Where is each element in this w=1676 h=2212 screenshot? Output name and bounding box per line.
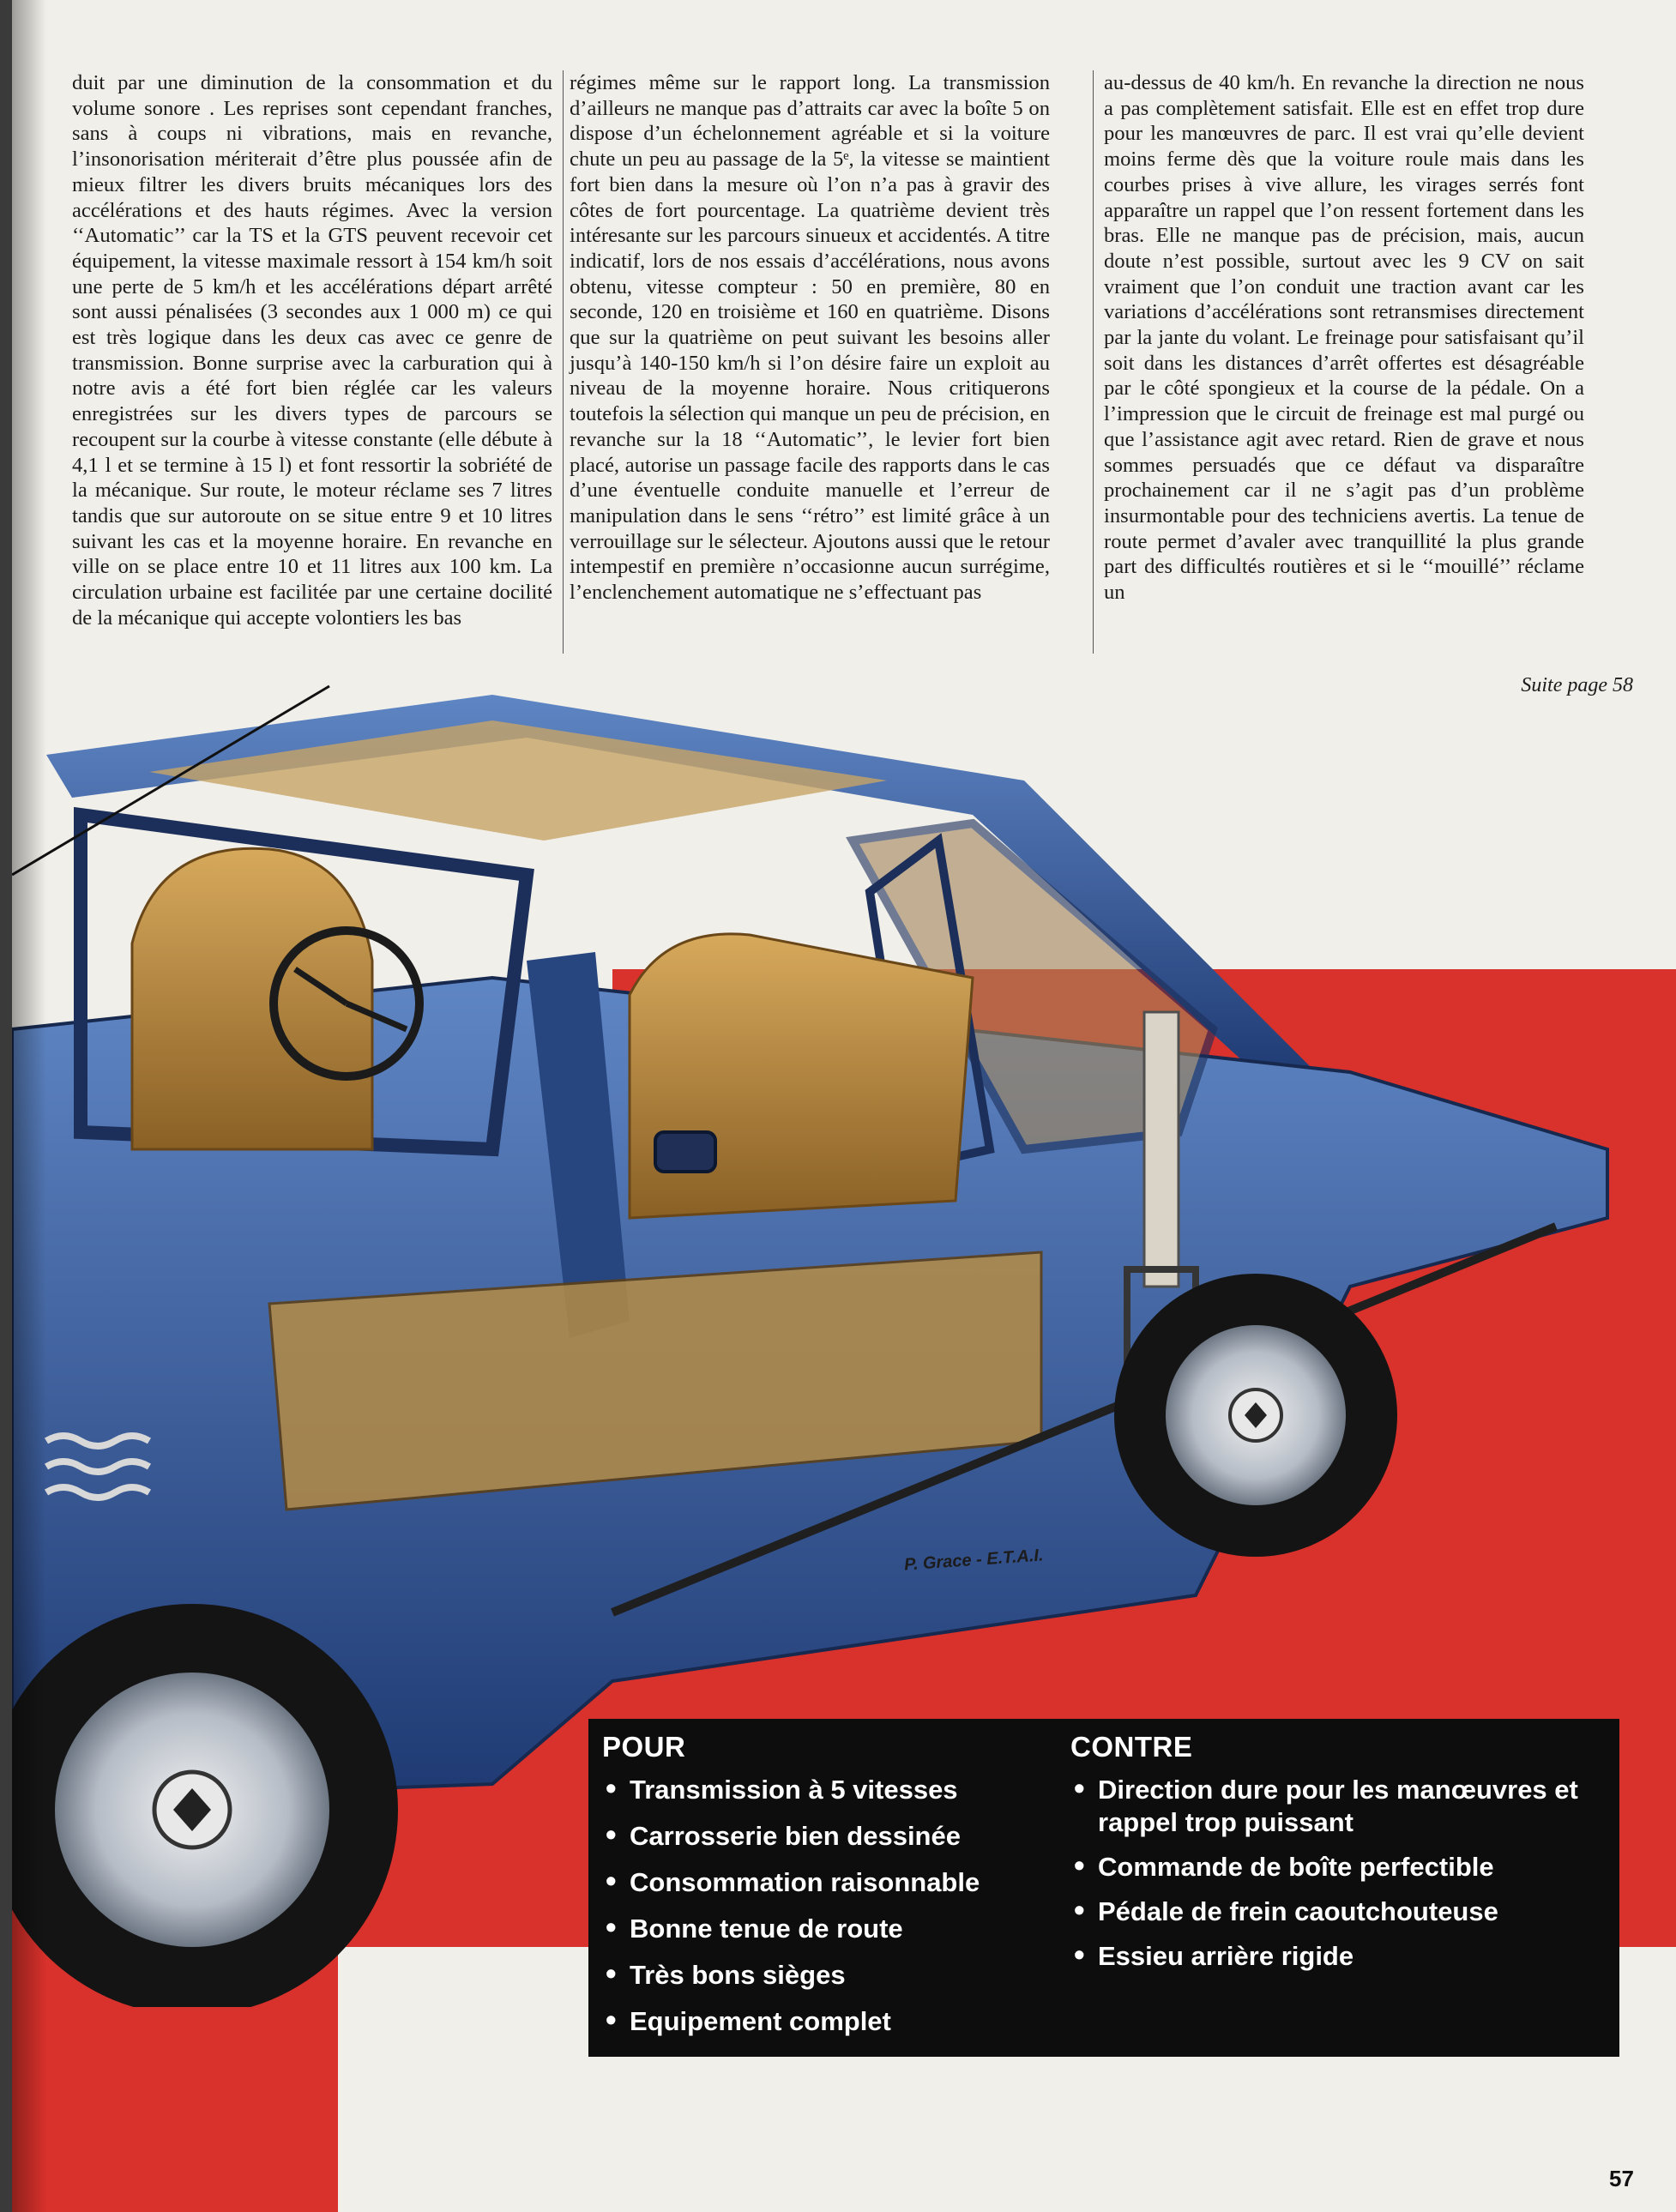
article-column-1: duit par une diminution de la consommation et du volume sonore . Les reprises sont cependant franches, sans à coups ni vibrations, mais en revanche, l’insonorisation mériterait d’être plus poussée afin de mieux filtrer les divers bruits mécaniques lors des accélérations et des hauts régimes. Avec la version ‘‘Automatic’’ car la TS et la GTS peuvent recevoir cet équipement, la vitesse maximale ressort à 154 km/h soit une perte de 5 km/h et les accélérations départ arrêté sont aussi pénalisées (3 secondes aux 1 000 m) ce qui est très logique dans les deux cas avec ce genre de transmission. Bonne surprise avec la carburation qui à notre avis a été fort bien réglée car les valeurs enregistrées sur les divers types de parcours se recoupent sur la courbe à vitesse constante (elle débute à 4,1 l et se termine à 15 l) et font ressortir la sobriété de la mécanique. Sur route, le moteur réclame ses 7 litres tandis que sur autoroute on se situe entre 9 et 10 litres suivant les cas et la moyenne horaire. En revanche en ville on se place entre 10 et 11 litres aux 100 km. La circulation urbaine est facilitée par une certaine docilité de la mécanique qui accepte volontiers les bas bbox=[72, 71, 552, 630]
magazine-page bbox=[12, 0, 1676, 2212]
contre-item: • Direction dure pour les manœuvres et rappel trop puissant bbox=[1070, 1774, 1611, 1839]
pour-item: • Bonne tenue de route bbox=[602, 1913, 1048, 1945]
pour-item: • Très bons sièges bbox=[602, 1959, 1048, 1992]
rear-bench-seat bbox=[630, 934, 973, 1218]
column-divider bbox=[563, 70, 564, 654]
contre-item: • Commande de boîte perfectible bbox=[1070, 1851, 1611, 1884]
article-column-2: régimes même sur le rapport long. La transmission d’ailleurs ne manque pas d’attraits car avec la boîte 5 on dispose d’un échelonnement agréable et si la voiture chute un peu au passage de la 5ᵉ, la vitesse se maintient fort bien dans la mesure où l’on n’a pas à gravir des côtes de fort pourcentage. La quatrième devient très intéresante sur les parcours sinueux et accidentés. A titre indicatif, lors de nos essais d’accélérations, nous avons obtenu, vitesse compteur : 50 en première, 80 en seconde, 120 en troisième et 160 en quatrième. Disons que sur la quatrième on peut suivant les besoins aller jusqu’à 140-150 km/h si l’on désire faire un exploit au niveau de la moyenne horaire. Nous critiquerons toutefois la sélection qui manque un peu de précision, en revanche sur la 18 ‘‘Automatic’’, le levier fort bien placé, autorise un passage facile des rapports dans le cas d’une éventuelle conduite manuelle et l’erreur de manipulation dans le sens ‘‘rétro’’ est limité grâce à un verrouillage sur le sélecteur. Ajoutons aussi que le retour intempestif en première n’occasionne aucun surrégime, l’enclenchement automatique ne s’effectuant pas bbox=[570, 71, 1050, 605]
contre-heading: CONTRE bbox=[1070, 1731, 1193, 1763]
pour-list bbox=[602, 1774, 1048, 2038]
contre-list bbox=[1070, 1774, 1611, 1973]
article-column-3: au-dessus de 40 km/h. En revanche la direction ne nous a pas complètement satisfait. Elle est en effet trop dure pour les manœuvres de parc. Il est vrai qu’elle devient moins ferme dès que la voiture roule mais dans les courbes prises à vive allure, les virages serrés font apparaître un rappel que l’on ressent fortement dans les bras. Elle ne manque pas de précision, mais, aucun doute n’est possible, surtout avec les 9 CV on sait vraiment que l’on conduit une traction avant car les variations d’accélérations sont retransmises directement par la jante du volant. Le freinage pour satisfaisant qu’il soit dans les distances d’arrêt offertes est désagréable par le côté spongieux et la course de la pédale. On a l’impression que le circuit de freinage est mal purgé ou que l’assistance agit avec retard. Rien de grave et nous sommes persuadés que ce défaut va disparaître prochainement car il ne s’agit pas d’un problème insurmontable pour des techniciens avertis. La tenue de route permet d’avaler avec tranquillité la plus grande part des difficultés routières et si le ‘‘mouillé’’ réclame un bbox=[1104, 71, 1584, 605]
rear-wheel bbox=[1114, 1274, 1397, 1557]
pour-item: • Carrosserie bien dessinée bbox=[602, 1820, 1048, 1853]
pour-item: • Consommation raisonnable bbox=[602, 1866, 1048, 1899]
pour-heading: POUR bbox=[602, 1731, 686, 1763]
pour-item: • Transmission à 5 vitesses bbox=[602, 1774, 1048, 1806]
pour-section bbox=[602, 1731, 1048, 2052]
side-mirror bbox=[655, 1132, 715, 1172]
artist-signature: P. Grace - E.T.A.I. bbox=[903, 1546, 1045, 1575]
column-divider bbox=[1093, 70, 1094, 654]
page-number: 57 bbox=[1609, 2166, 1634, 2191]
pour-contre-box bbox=[588, 1719, 1619, 2057]
contre-item: • Essieu arrière rigide bbox=[1070, 1940, 1611, 1973]
contre-section bbox=[1070, 1731, 1611, 1985]
continued-note: Suite page 58 bbox=[1521, 674, 1633, 696]
contre-item: • Pédale de frein caoutchouteuse bbox=[1070, 1896, 1611, 1928]
rear-suspension bbox=[1144, 1012, 1179, 1287]
pour-item: • Equipement complet bbox=[602, 2005, 1048, 2038]
